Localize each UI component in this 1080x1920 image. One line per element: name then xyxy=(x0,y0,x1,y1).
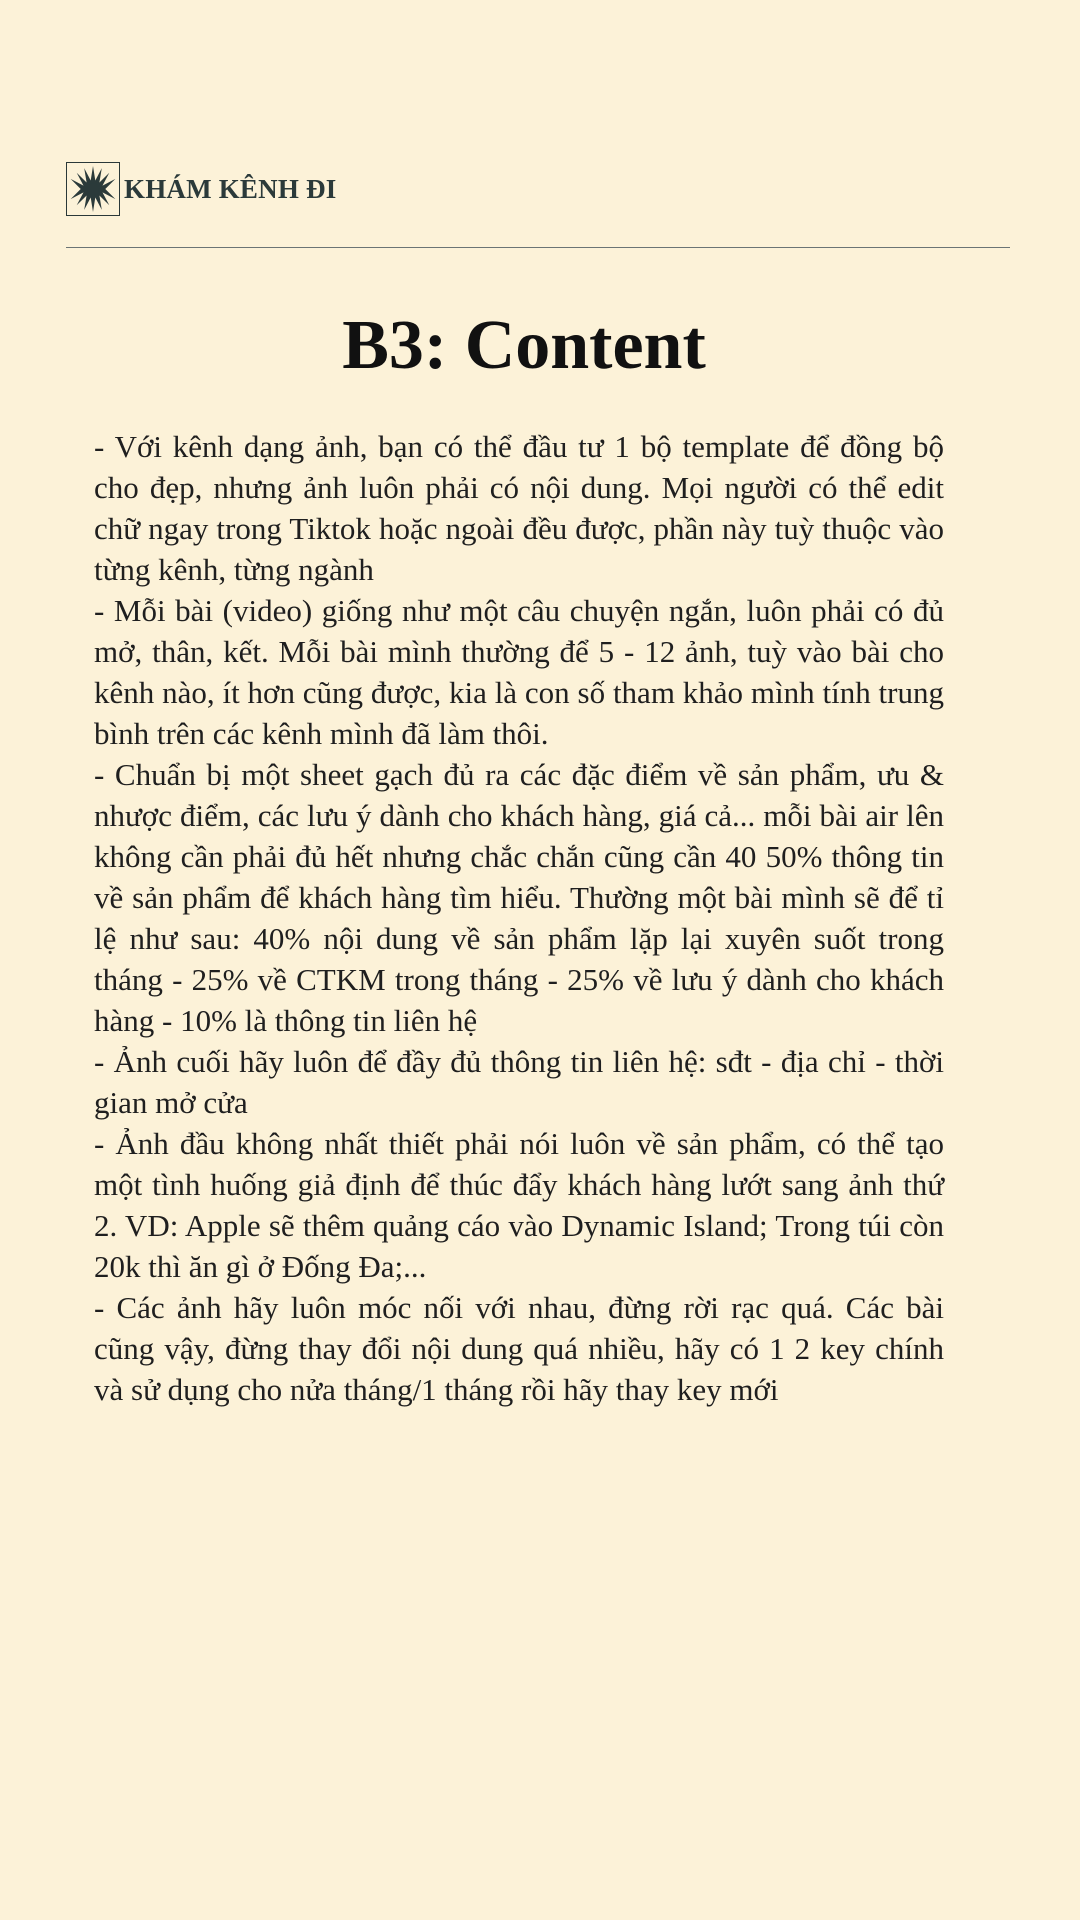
paragraph: - Mỗi bài (video) giống như một câu chuyện ngắn, luôn phải có đủ mở, thân, kết. Mỗi bài mình thường để 5 - 12 ảnh, tuỳ vào bài cho kênh nào, ít hơn cũng được, kia là con số tham khảo mình tính trung bình trên các kênh mình đã làm thôi. xyxy=(94,593,944,751)
brand-name: KHÁM KÊNH ĐI xyxy=(124,173,337,204)
page-header xyxy=(66,160,336,218)
paragraph: - Các ảnh hãy luôn móc nối với nhau, đừng rời rạc quá. Các bài cũng vậy, đừng thay đổi nội dung quá nhiều, hãy có 1 2 key chính và sử dụng cho nửa tháng/1 tháng rồi hãy thay key mới xyxy=(94,1290,944,1407)
logo xyxy=(66,162,120,216)
paragraph: - Chuẩn bị một sheet gạch đủ ra các đặc điểm về sản phẩm, ưu & nhược điểm, các lưu ý dành cho khách hàng, giá cả... mỗi bài air lên không cần phải đủ hết nhưng chắc chắn cũng cần 40 50% thông tin về sản phẩm để khách hàng tìm hiểu. Thường một bài mình sẽ để tỉ lệ như sau: 40% nội dung về sản phẩm lặp lại xuyên suốt trong tháng - 25% về CTKM trong tháng - 25% về lưu ý dành cho khách hàng - 10% là thông tin liên hệ xyxy=(94,757,944,1038)
paragraph: - Ảnh đầu không nhất thiết phải nói luôn về sản phẩm, có thể tạo một tình huống giả định để thúc đẩy khách hàng lướt sang ảnh thứ 2. VD: Apple sẽ thêm quảng cáo vào Dynamic Island; Trong túi còn 20k thì ăn gì ở Đống Đa;... xyxy=(94,1126,944,1284)
page-title: B3: Content xyxy=(342,307,706,384)
header-divider xyxy=(66,247,1010,248)
paragraph: - Với kênh dạng ảnh, bạn có thể đầu tư 1 bộ template để đồng bộ cho đẹp, nhưng ảnh luôn phải có nội dung. Mọi người có thể edit chữ ngay trong Tiktok hoặc ngoài đều được, phần này tuỳ thuộc vào từng kênh, từng ngành xyxy=(94,429,944,587)
paragraph: - Ảnh cuối hãy luôn để đầy đủ thông tin liên hệ: sđt - địa chỉ - thời gian mở cửa xyxy=(94,1044,944,1120)
article-body xyxy=(94,426,944,1410)
starburst-icon xyxy=(68,164,118,214)
